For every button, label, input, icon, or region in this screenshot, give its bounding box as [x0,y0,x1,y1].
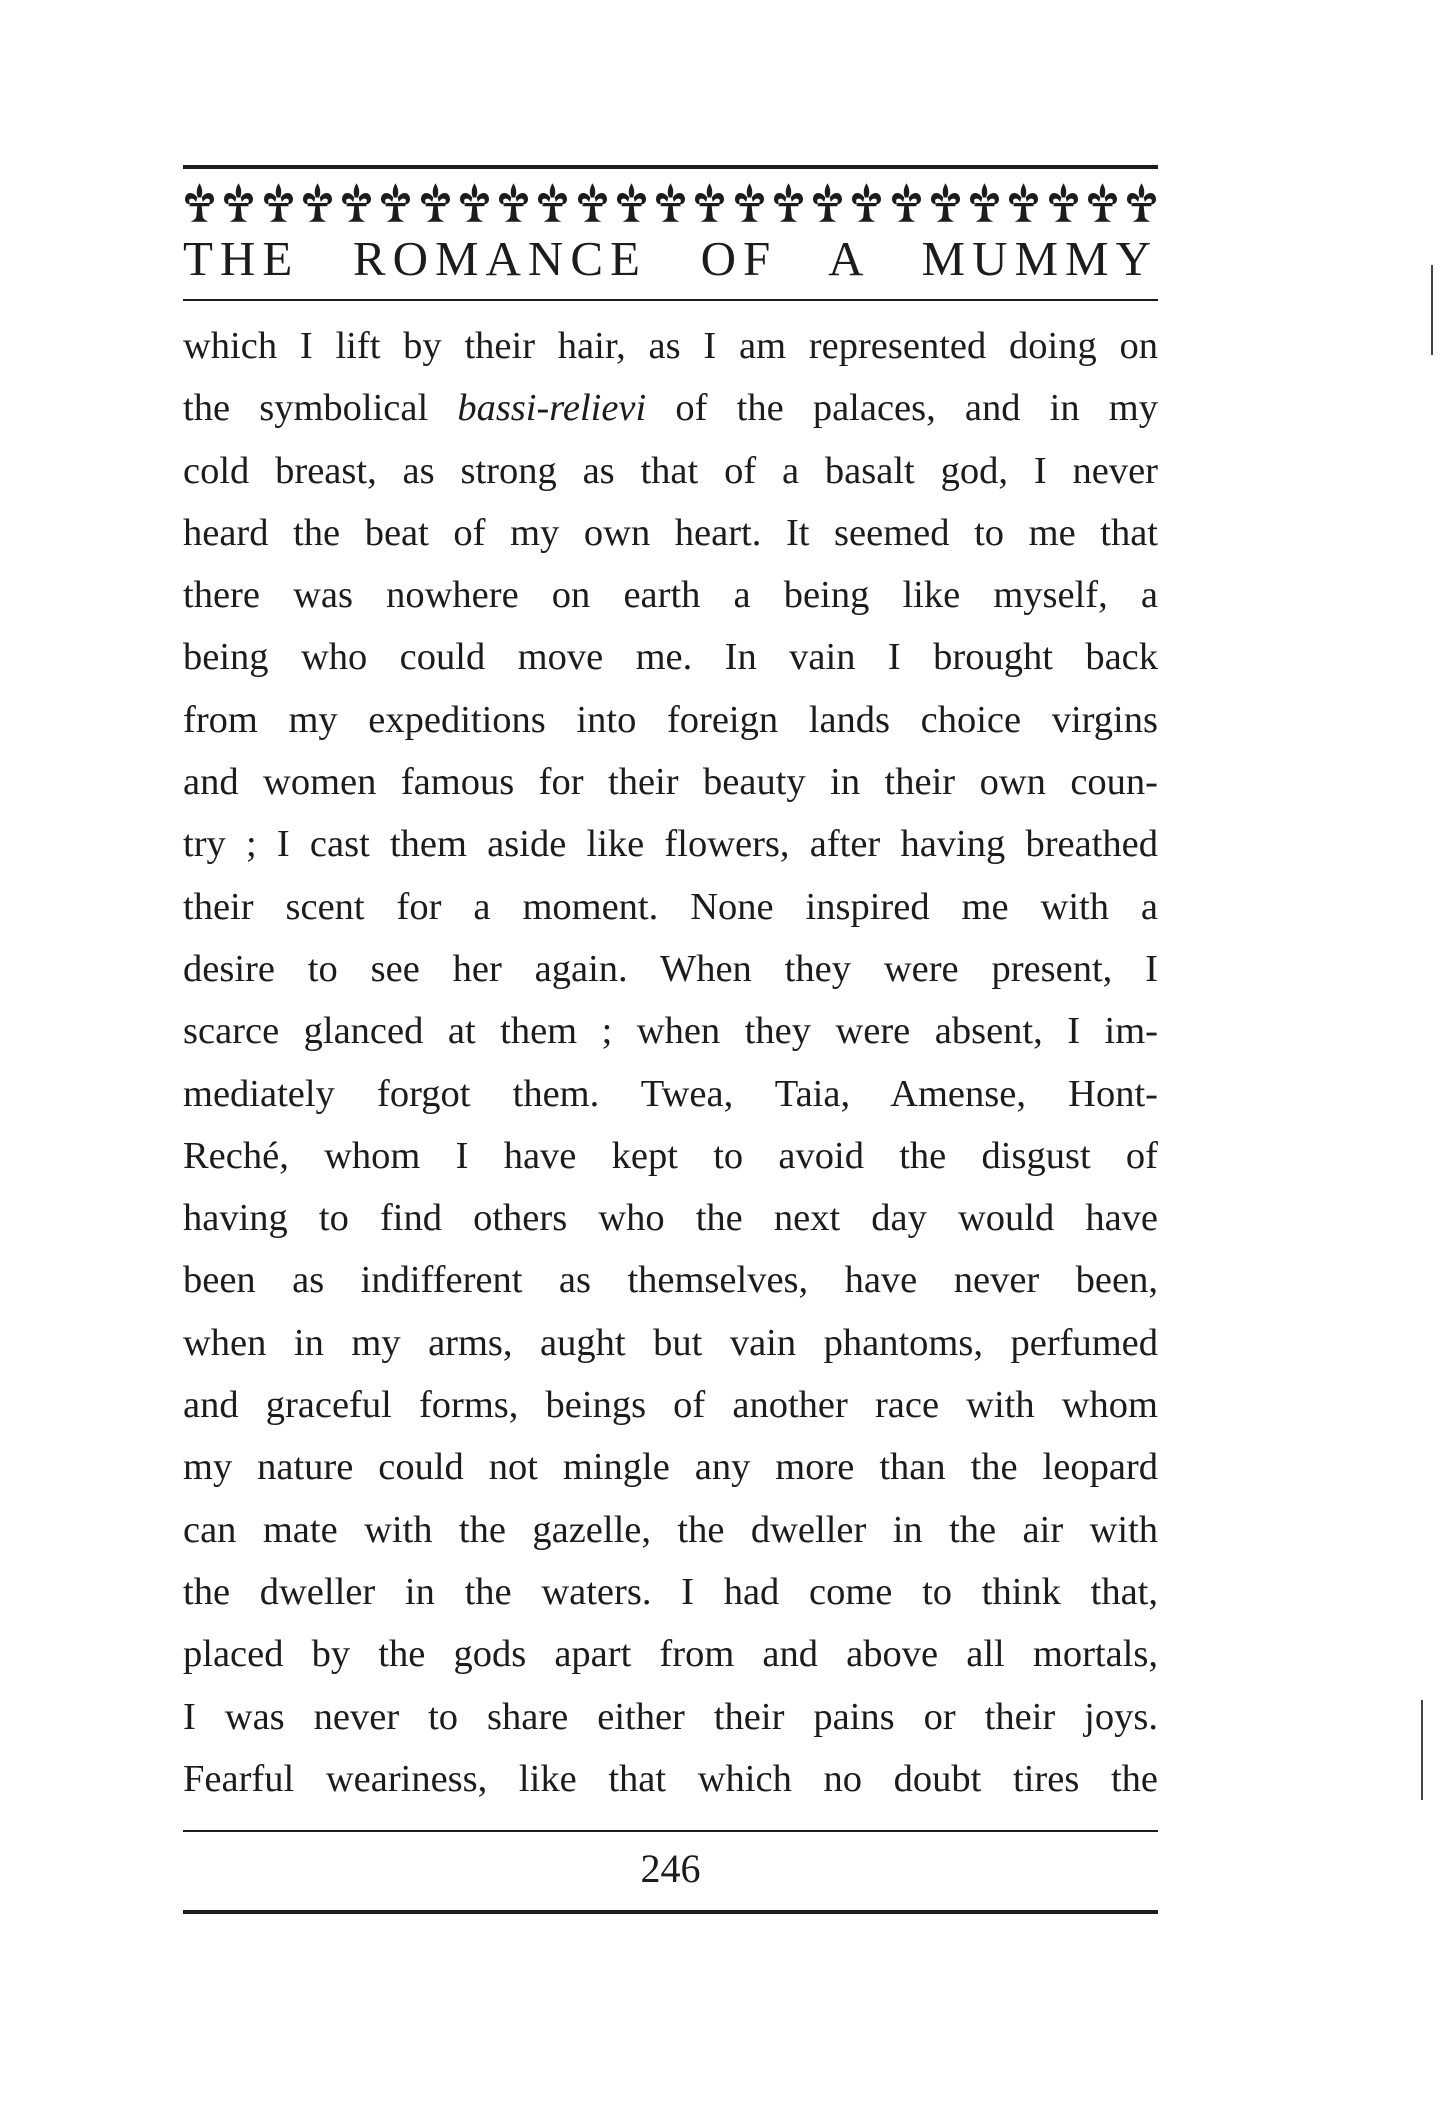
top-rule [183,165,1158,169]
text-line [183,440,1158,502]
text-line [183,626,1158,688]
fleur-de-lis-icon [1125,181,1158,225]
text-segment: Fearful weariness, like that which no doubt tires the [183,1757,1158,1800]
text-segment: Reché, whom I have kept to avoid the disgust of [183,1134,1158,1177]
text-line [183,1686,1158,1748]
text-segment: my nature could not mingle any more than the leopard [183,1446,1158,1489]
body-text [183,315,1158,1810]
text-line [183,564,1158,626]
fleur-de-lis-icon [183,181,216,225]
text-line [183,1125,1158,1187]
text-line [183,502,1158,564]
text-line [183,1561,1158,1623]
text-line [183,315,1158,377]
italic-phrase: bassi-relievi [457,387,647,430]
text-segment: having to find others who the next day would have [183,1197,1158,1240]
text-segment: their scent for a moment. None inspired me with a [183,885,1158,928]
text-segment: try ; I cast them aside like flowers, after having breathed [183,823,1158,866]
text-segment: I was never to share either their pains or their joys. [183,1695,1158,1738]
text-line [183,377,1158,439]
text-segment: scarce glanced at them ; when they were absent, I im- [183,1010,1158,1053]
fleur-de-lis-icon [654,181,687,225]
text-segment: mediately forgot them. Twea, Taia, Amense, Hont- [183,1072,1158,1115]
text-segment: there was nowhere on earth a being like myself, a [183,574,1158,617]
text-line [183,1000,1158,1062]
text-segment: and women famous for their beauty in their own coun- [183,761,1158,804]
fleur-de-lis-icon [1047,181,1080,225]
footer-rule [183,1830,1158,1832]
book-page [183,165,1158,1914]
text-segment: which I lift by their hair, as I am represented doing on [183,325,1158,367]
fleur-de-lis-icon [615,181,648,225]
text-segment: from my expeditions into foreign lands choice virgins [183,698,1158,741]
text-segment: desire to see her again. When they were present, I [183,947,1158,990]
fleur-de-lis-icon [811,181,844,225]
fleur-de-lis-icon [772,181,805,225]
fleur-de-lis-icon [340,181,373,225]
text-line [183,1249,1158,1311]
text-line [183,1063,1158,1125]
header-rule [183,299,1158,301]
text-segment: the dweller in the waters. I had come to think that, [183,1570,1158,1613]
text-segment: can mate with the gazelle, the dweller in the air with [183,1508,1158,1551]
text-line [183,1748,1158,1810]
fleur-de-lis-icon [301,181,334,225]
fleur-de-lis-icon [379,181,412,225]
text-line [183,876,1158,938]
fleur-de-lis-icon [419,181,452,225]
running-head: THE ROMANCE OF A MUMMY [183,231,1158,286]
text-segment: the symbolical [183,387,458,430]
page-number: 246 [640,1846,701,1892]
text-line [183,1312,1158,1374]
fleur-de-lis-border [183,179,1158,227]
text-line [183,813,1158,875]
text-line [183,1374,1158,1436]
margin-mark [1431,265,1433,355]
text-segment: of the palaces, and in my [646,387,1158,430]
fleur-de-lis-icon [1086,181,1119,225]
fleur-de-lis-icon [733,181,766,225]
fleur-de-lis-icon [968,181,1001,225]
text-segment: being who could move me. In vain I brought back [183,636,1158,679]
text-line [183,1623,1158,1685]
text-line [183,938,1158,1000]
fleur-de-lis-icon [1007,181,1040,225]
text-segment: and graceful forms, beings of another race with whom [183,1384,1158,1427]
text-segment: cold breast, as strong as that of a basalt god, I never [183,449,1158,492]
text-segment: placed by the gods apart from and above all mortals, [183,1633,1158,1676]
text-line [183,1187,1158,1249]
fleur-de-lis-icon [890,181,923,225]
fleur-de-lis-icon [262,181,295,225]
fleur-de-lis-icon [850,181,883,225]
bottom-rule [183,1910,1158,1914]
text-segment: heard the beat of my own heart. It seemed to me that [183,511,1158,554]
fleur-de-lis-icon [222,181,255,225]
fleur-de-lis-icon [576,181,609,225]
fleur-de-lis-icon [693,181,726,225]
fleur-de-lis-icon [497,181,530,225]
text-line [183,751,1158,813]
text-segment: when in my arms, aught but vain phantoms, perfumed [183,1321,1158,1364]
text-line [183,689,1158,751]
text-line [183,1436,1158,1498]
text-line [183,1499,1158,1561]
margin-mark [1421,1700,1423,1800]
fleur-de-lis-icon [458,181,491,225]
fleur-de-lis-icon [929,181,962,225]
fleur-de-lis-icon [536,181,569,225]
text-segment: been as indifferent as themselves, have never been, [183,1259,1158,1302]
